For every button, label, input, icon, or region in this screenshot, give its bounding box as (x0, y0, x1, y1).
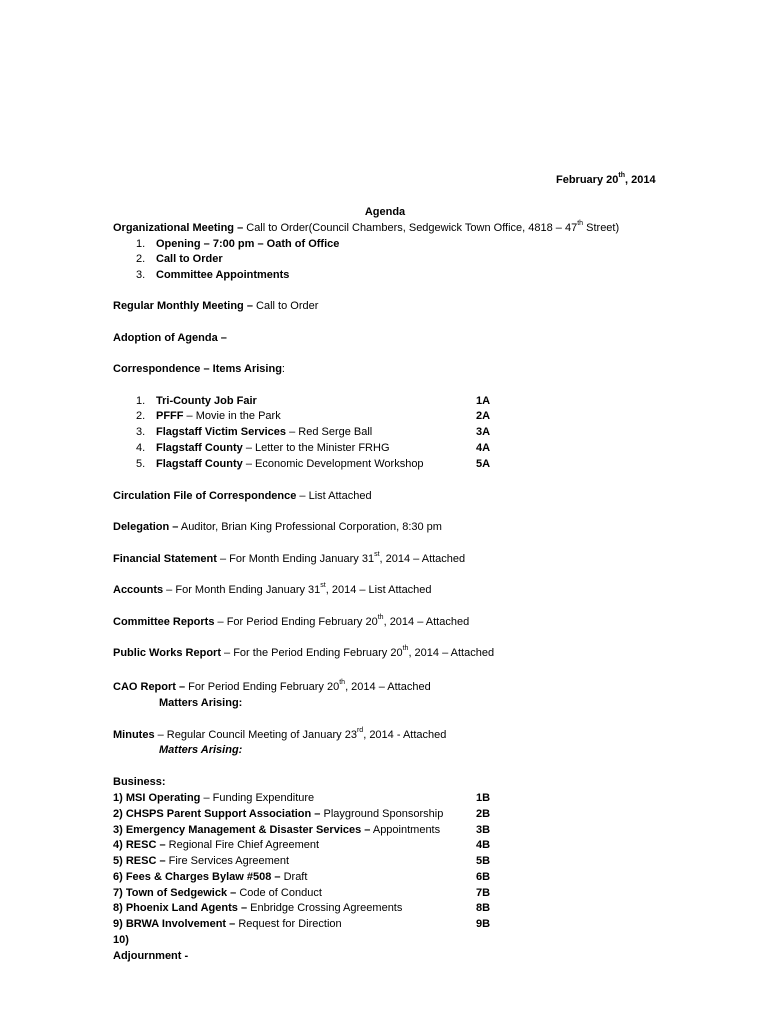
correspondence-item: 4. Flagstaff County – Letter to the Minister FRHG 4A (136, 442, 491, 454)
item-code: 3A (476, 426, 491, 438)
organizational-item: 2. Call to Order (136, 253, 223, 265)
item-code: 5B (476, 855, 491, 867)
committee-reports-line: Committee Reports – For Period Ending February 20th, 2014 – Attached (113, 614, 470, 628)
adjournment-line: Adjournment - (113, 950, 189, 962)
correspondence-item: 3. Flagstaff Victim Services – Red Serge Ball 3A (136, 426, 491, 438)
correspondence-item: 5. Flagstaff County – Economic Development Workshop 5A (136, 458, 491, 470)
item-code: 2A (476, 410, 491, 422)
business-item: 9) BRWA Involvement – Request for Direction 9B (113, 918, 491, 930)
business-item: 7) Town of Sedgewick – Code of Conduct 7B (113, 887, 491, 899)
item-code: 9B (476, 918, 491, 930)
business-item: 3) Emergency Management & Disaster Services – Appointments 3B (113, 824, 491, 836)
business-item: 5) RESC – Fire Services Agreement 5B (113, 855, 491, 867)
circulation-line: Circulation File of Correspondence – List Attached (113, 490, 372, 502)
business-item: 8) Phoenix Land Agents – Enbridge Crossing Agreements 8B (113, 902, 491, 914)
financial-statement-line: Financial Statement – For Month Ending January 31st, 2014 – Attached (113, 551, 466, 565)
public-works-line: Public Works Report – For the Period Ending February 20th, 2014 – Attached (113, 645, 495, 659)
correspondence-item: 2. PFFF – Movie in the Park 2A (136, 410, 491, 422)
business-item: 2) CHSPS Parent Support Association – Playground Sponsorship 2B (113, 808, 491, 820)
business-heading: Business: (113, 776, 166, 788)
item-code: 6B (476, 871, 491, 883)
delegation-line: Delegation – Auditor, Brian King Professional Corporation, 8:30 pm (113, 521, 442, 533)
business-item: 6) Fees & Charges Bylaw #508 – Draft 6B (113, 871, 491, 883)
adoption-line: Adoption of Agenda – (113, 332, 227, 344)
cao-report-line: CAO Report – For Period Ending February 20th, 2014 – Attached (113, 679, 431, 693)
item-code: 4B (476, 839, 491, 851)
item-code: 1A (476, 395, 491, 407)
organizational-meeting-line: Organizational Meeting – Call to Order(Council Chambers, Sedgewick Town Office, 4818 – 47th Street) (113, 220, 620, 234)
minutes-line: Minutes – Regular Council Meeting of January 23rd, 2014 - Attached (113, 727, 447, 741)
business-item: 1) MSI Operating – Funding Expenditure 1B (113, 792, 491, 804)
business-item: 10) (113, 934, 129, 946)
item-code: 5A (476, 458, 491, 470)
organizational-item: 3. Committee Appointments (136, 269, 290, 281)
item-code: 8B (476, 902, 491, 914)
minutes-matters-arising: Matters Arising: (159, 744, 243, 756)
agenda-title: Agenda (364, 206, 406, 218)
accounts-line: Accounts – For Month Ending January 31st, 2014 – List Attached (113, 582, 432, 596)
item-code: 4A (476, 442, 491, 454)
organizational-item: 1. Opening – 7:00 pm – Oath of Office (136, 238, 340, 250)
cao-matters-arising: Matters Arising: (159, 697, 243, 709)
correspondence-item: 1. Tri-County Job Fair 1A (136, 395, 491, 407)
item-code: 1B (476, 792, 491, 804)
agenda-date: February 20th, 2014 (556, 172, 656, 186)
regular-meeting-line: Regular Monthly Meeting – Call to Order (113, 300, 319, 312)
business-item: 4) RESC – Regional Fire Chief Agreement 4B (113, 839, 491, 851)
item-code: 3B (476, 824, 491, 836)
item-code: 2B (476, 808, 491, 820)
correspondence-heading: Correspondence – Items Arising: (113, 363, 285, 375)
item-code: 7B (476, 887, 491, 899)
